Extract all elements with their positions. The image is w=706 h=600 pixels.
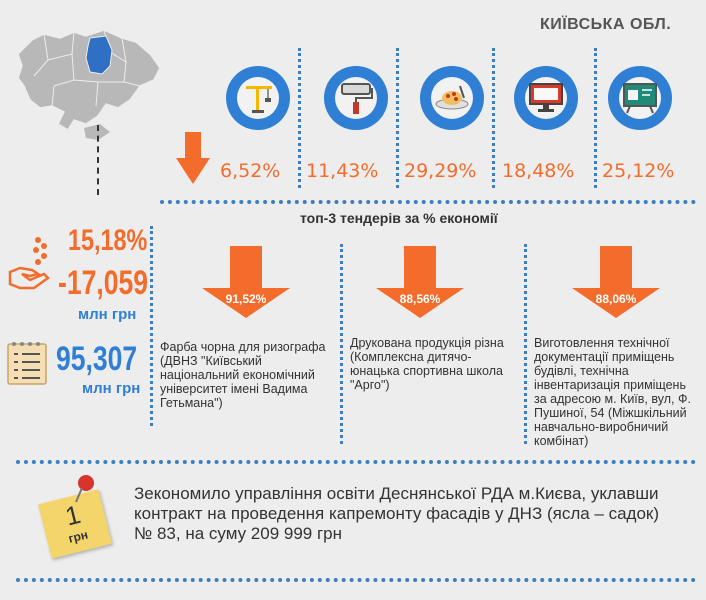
total-amount: 95,307 — [56, 340, 138, 378]
divider — [594, 48, 597, 188]
down-arrow-icon — [176, 132, 210, 186]
tender-description: Фарба чорна для ризографа (ДВНЗ "Київський національний економічний університет імені Вадима Гетьмана") — [160, 340, 326, 410]
tender-description: Друкована продукція різна (Комплексна дитячо-юнацька спортивна школа "Арго") — [350, 336, 504, 392]
divider — [150, 226, 153, 426]
region-title: КИЇВСЬКА ОБЛ. — [540, 16, 672, 33]
tender-arrow-icon — [202, 246, 290, 318]
divider — [298, 48, 301, 188]
tender-arrow-icon — [376, 246, 464, 318]
food-plate-icon — [420, 66, 484, 130]
kyiv-oblast-highlight — [86, 36, 112, 74]
crane-icon — [226, 66, 290, 130]
pushpin-icon — [72, 474, 98, 504]
tender-percent: 88,56% — [399, 292, 441, 306]
horizontal-divider — [16, 460, 696, 464]
category-percent: 11,43% — [306, 160, 379, 182]
computer-monitor-icon — [514, 66, 578, 130]
tender-description: Виготовлення технічної документації приміщень будівлі, технічна інвентаризація приміщень за адресою м. Київ, вул, Ф. Пушиної, 54 (Міжшкільний навчально-виробничий комбінат) — [534, 336, 691, 448]
ukraine-map — [14, 20, 164, 145]
tender-arrow-icon — [572, 246, 660, 318]
divider — [524, 244, 527, 444]
note-text: Зекономило управління освіти Деснянської РДА м.Києва, уклавши контракт на проведення капремонту фасадів у ДНЗ (ясла – садок) № 83, на суму 209 999 грн — [134, 484, 660, 543]
category-percent: 18,48% — [502, 160, 575, 182]
school-board-icon — [608, 66, 672, 130]
category-percent: 25,12% — [602, 160, 675, 182]
paint-roller-icon — [324, 66, 388, 130]
category-percent: 6,52% — [220, 160, 281, 182]
tender-percent: 88,06% — [595, 292, 637, 306]
tender-percent: 91,52% — [225, 292, 267, 306]
category-percent: 29,29% — [404, 160, 477, 182]
total-amount-unit: млн грн — [82, 380, 141, 397]
note-value: 1 — [62, 498, 84, 532]
divider — [340, 244, 343, 444]
horizontal-divider — [160, 200, 696, 204]
coins-hand-icon — [8, 232, 52, 292]
savings-amount: -17,059 — [58, 264, 148, 302]
notepad-icon — [6, 338, 48, 386]
savings-percent: 15,18% — [68, 224, 148, 257]
savings-amount-unit: млн грн — [78, 306, 137, 323]
divider — [396, 48, 399, 188]
note-unit: грн — [66, 527, 90, 546]
map-connector-line — [97, 125, 99, 195]
horizontal-divider — [16, 578, 696, 582]
divider — [492, 48, 495, 188]
top3-title: топ-3 тендерів за % економії — [300, 210, 498, 226]
